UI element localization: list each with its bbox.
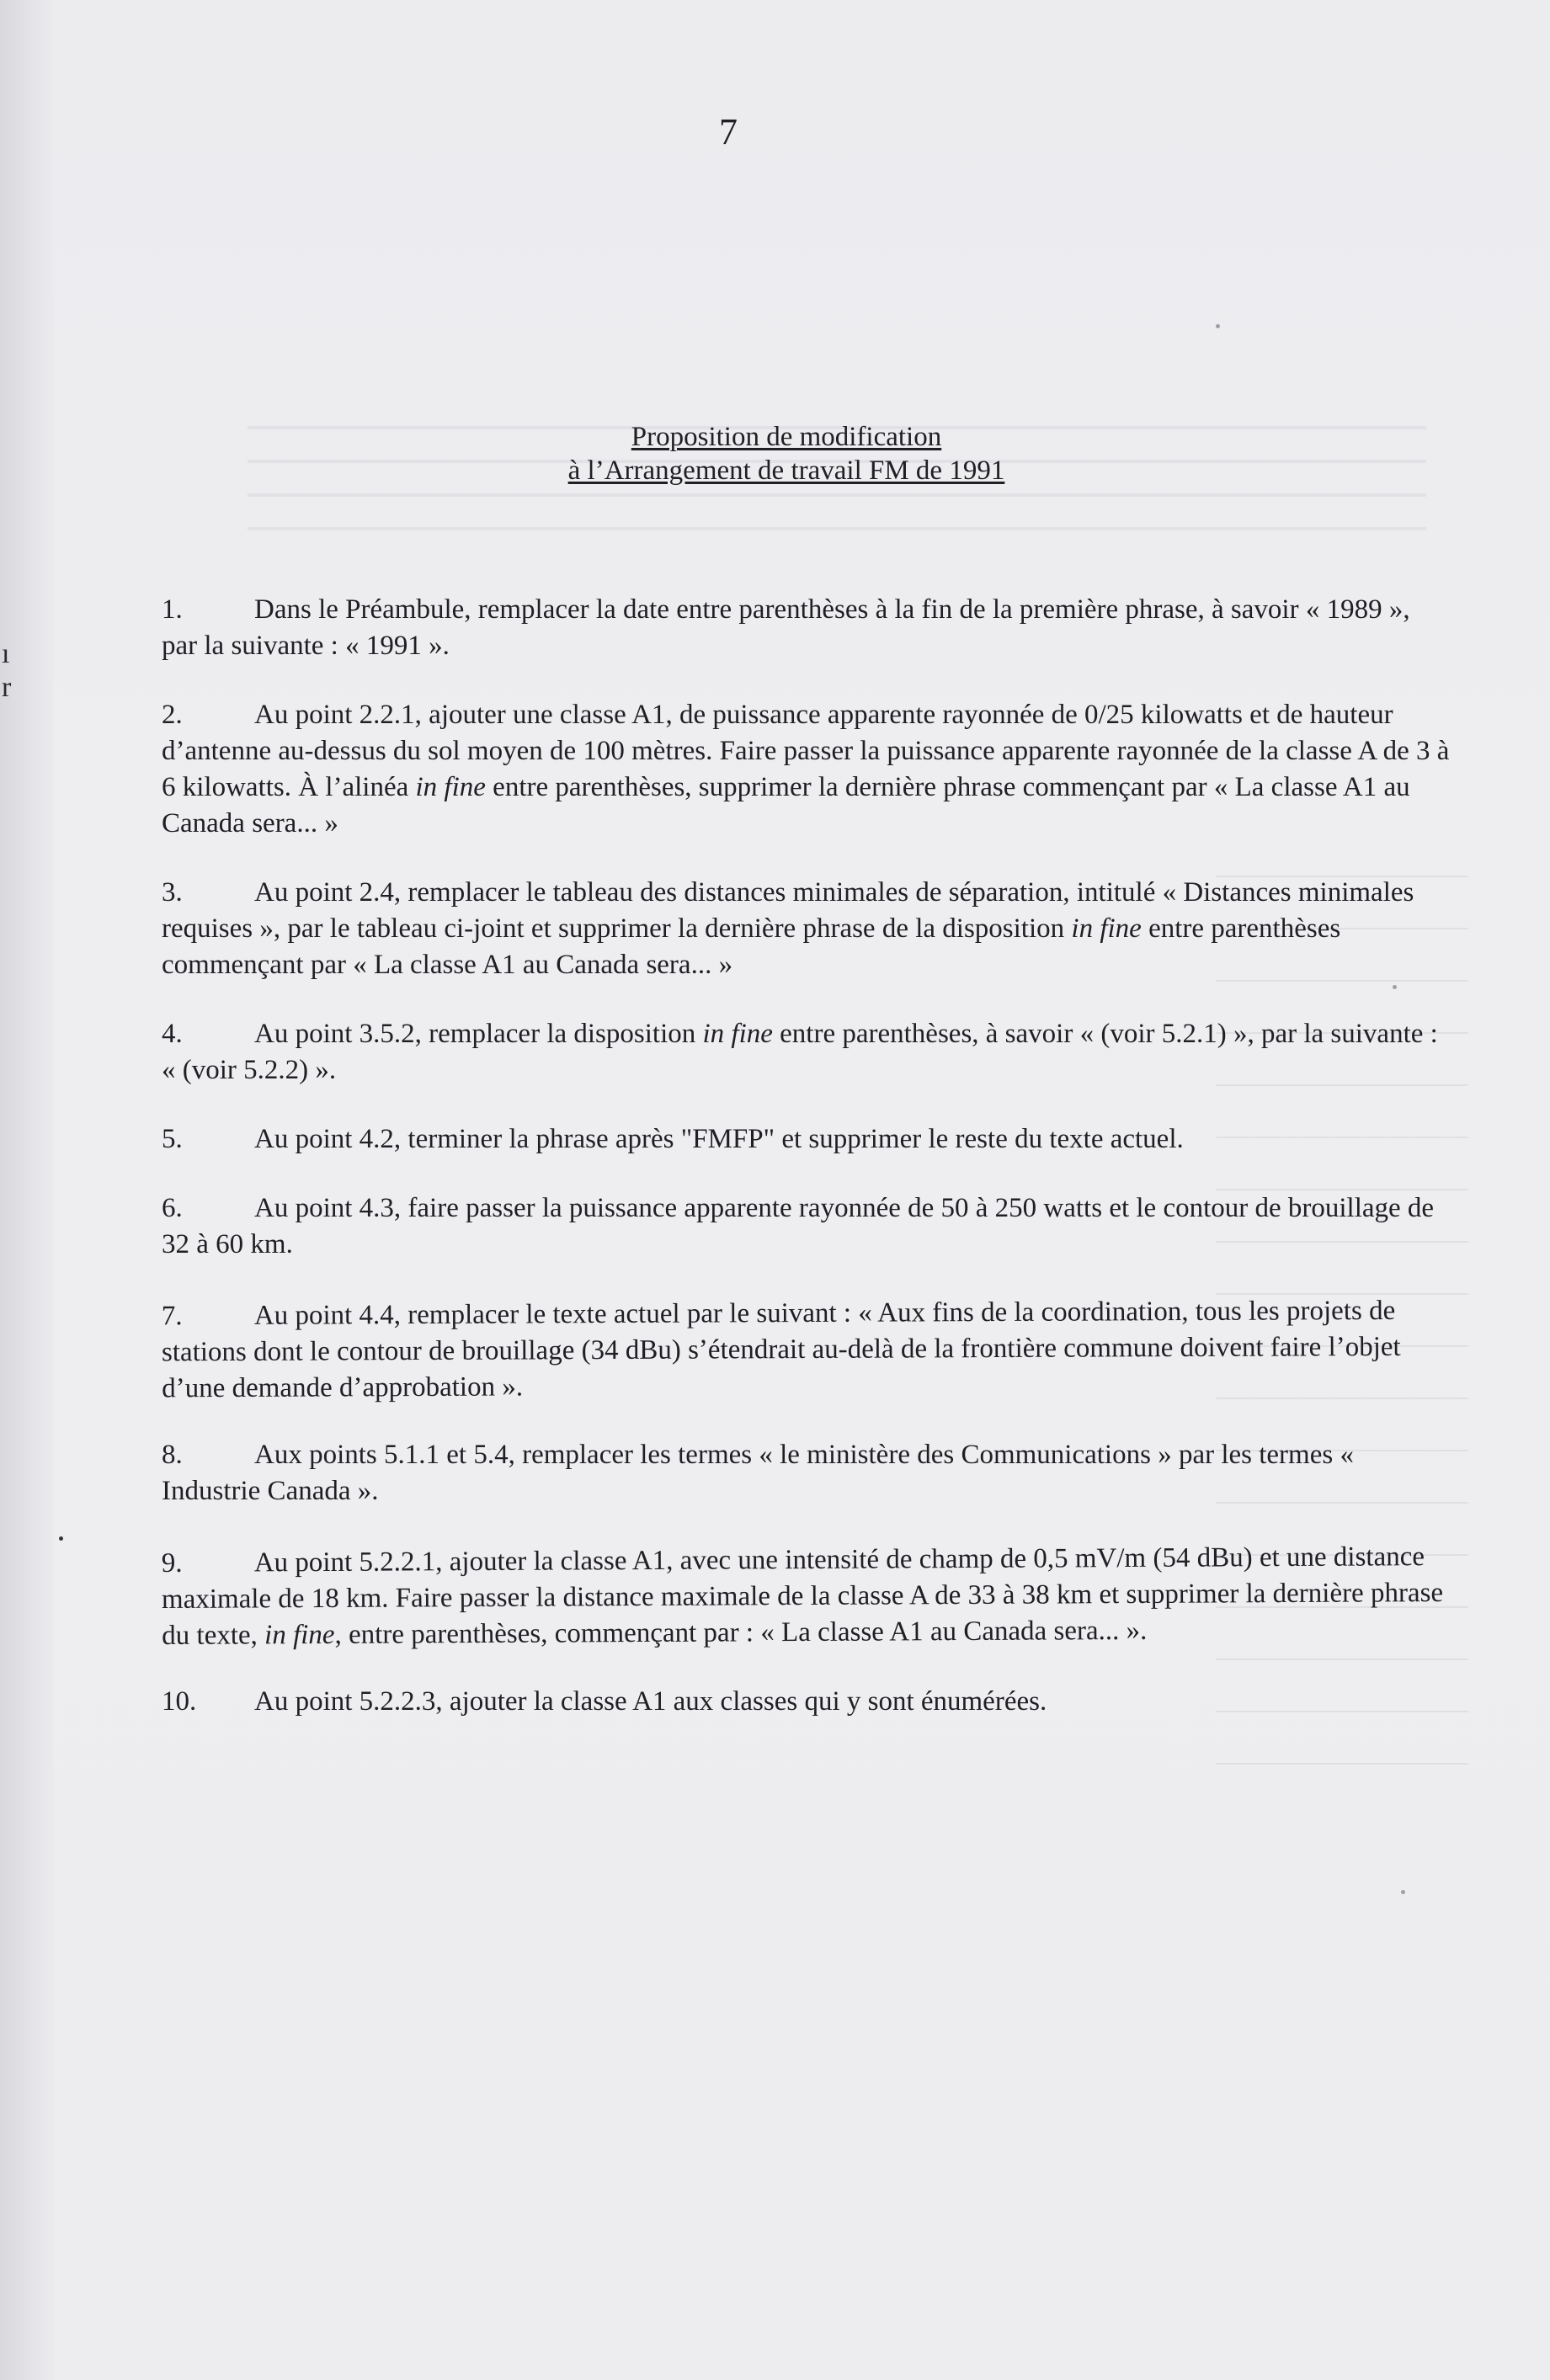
item-number: 6. — [162, 1193, 183, 1223]
item-number: 2. — [162, 700, 183, 730]
item-text: Au point 5.2.2.1, ajouter la classe A1, avec une intensité de champ de 0,5 mV/m (54 dBu) et une distance maximale de 18 km. Faire passer la distance maximale de la classe A de 33 à 38 km et supprimer la dernière phrase du texte, in fine, entre parenthèses, commençant par : « La classe A1 au Canada sera... ». — [161, 1541, 1444, 1652]
list-item — [162, 875, 1450, 983]
item-text: Au point 5.2.2.3, ajouter la classe A1 aux classes qui y sont énumérées. — [254, 1686, 1047, 1717]
edge-mark: r — [2, 672, 12, 703]
item-number: 8. — [162, 1440, 183, 1470]
list-item — [162, 697, 1450, 842]
item-text: Au point 2.2.1, ajouter une classe A1, de puissance apparente rayonnée de 0/25 kilowatts et de hauteur d’antenne au-dessus du sol moyen de 100 mètres. Faire passer la puissance apparente rayonnée de la classe A de 3 à 6 kilowatts. À l’alinéa in fine entre parenthèses, supprimer la dernière phrase commençant par « La classe A1 au Canada sera... » — [162, 700, 1450, 839]
paper-speck — [1393, 985, 1397, 989]
paper-speck — [1216, 324, 1220, 328]
item-number: 4. — [162, 1019, 183, 1049]
amendment-list — [162, 592, 1450, 1753]
item-number: 3. — [162, 877, 183, 908]
item-text: Au point 2.4, remplacer le tableau des distances minimales de séparation, intitulé « Distances minimales requises », par le tableau ci-joint et supprimer la dernière phrase de la disposition in fine entre parenthèses commençant par « La classe A1 au Canada sera... » — [162, 877, 1414, 980]
page-title: Proposition de modification — [631, 422, 942, 452]
list-item — [162, 1016, 1450, 1089]
list-item — [162, 1539, 1451, 1654]
list-item — [162, 1437, 1450, 1509]
item-text: Au point 3.5.2, remplacer la disposition in fine entre parenthèses, à savoir « (voir 5.2.1) », par la suivante : « (voir 5.2.2) ». — [162, 1019, 1438, 1085]
paper-speck — [1401, 1890, 1405, 1894]
item-number: 9. — [161, 1547, 183, 1579]
item-number: 1. — [162, 594, 183, 625]
item-text: Au point 4.3, faire passer la puissance apparente rayonnée de 50 à 250 watts et le contour de brouillage de 32 à 60 km. — [162, 1193, 1435, 1259]
item-number: 7. — [161, 1301, 183, 1332]
list-item — [162, 592, 1450, 664]
item-text: Au point 4.2, terminer la phrase après "FMFP" et supprimer le reste du texte actuel. — [254, 1124, 1184, 1154]
item-text: Dans le Préambule, remplacer la date entre parenthèses à la fin de la première phrase, à savoir « 1989 », par la suivante : « 1991 ». — [162, 594, 1410, 661]
item-number: 10. — [162, 1686, 197, 1717]
edge-mark: ı — [2, 638, 10, 669]
item-text: Au point 4.4, remplacer le texte actuel par le suivant : « Aux fins de la coordination, tous les projets de stations dont le contour de brouillage (34 dBu) s’étendrait au-delà de la frontière commune doivent faire l’objet d’une demande d’approbation ». — [161, 1295, 1401, 1404]
list-item — [162, 1293, 1451, 1408]
list-item — [162, 1190, 1450, 1263]
document-page — [54, 0, 1550, 2380]
list-item — [162, 1684, 1450, 1720]
previous-page-edge — [0, 0, 55, 2380]
page-subtitle: à l’Arrangement de travail FM de 1991 — [567, 455, 1005, 486]
item-text: Aux points 5.1.1 et 5.4, remplacer les termes « le ministère des Communications » par les termes « Industrie Canada ». — [162, 1440, 1354, 1506]
item-number: 5. — [162, 1124, 183, 1154]
list-item — [162, 1121, 1450, 1158]
page-number: 7 — [719, 111, 738, 152]
paper-speck — [59, 1536, 63, 1541]
